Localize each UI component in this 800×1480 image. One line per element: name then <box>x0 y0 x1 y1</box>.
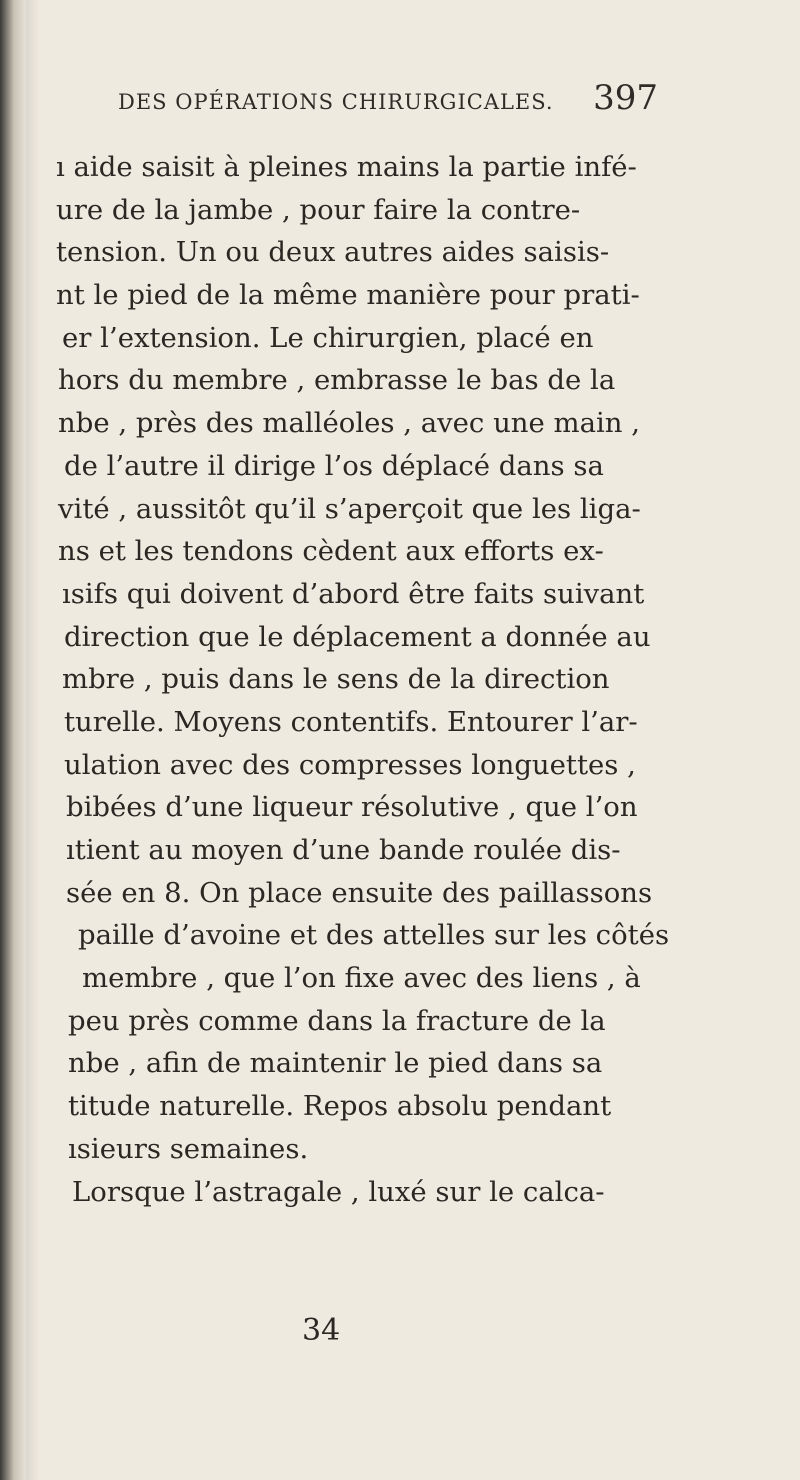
text-line: mbre , puis dans le sens de la direction <box>62 663 610 696</box>
text-line: nbe , près des malléoles , avec une main , <box>58 407 640 440</box>
text-line: ısieurs semaines. <box>68 1132 309 1165</box>
text-line: paille d’avoine et des attelles sur les côtés <box>78 919 670 952</box>
text-line: titude naturelle. Repos absolu pendant <box>68 1090 612 1123</box>
text-line: turelle. Moyens contentifs. Entourer l’ar- <box>64 705 638 738</box>
text-line: ns et les tendons cèdent aux efforts ex- <box>58 535 604 568</box>
text-line: vité , aussitôt qu’il s’aperçoit que les liga- <box>58 492 641 525</box>
text-line: er l’extension. Le chirurgien, placé en <box>62 321 594 354</box>
text-line: membre , que l’on fixe avec des liens , à <box>82 962 641 995</box>
text-line: nbe , afin de maintenir le pied dans sa <box>68 1047 603 1080</box>
text-line: tension. Un ou deux autres aides saisis- <box>56 236 610 269</box>
text-line: Lorsque l’astragale , luxé sur le calca- <box>72 1175 605 1208</box>
signature-mark: 34 <box>302 1313 341 1348</box>
text-line: ure de la jambe , pour faire la contre- <box>56 193 581 226</box>
text-line: ulation avec des compresses longuettes , <box>64 748 636 781</box>
body-text <box>52 146 762 1213</box>
text-line: sée en 8. On place ensuite des paillassons <box>66 876 653 909</box>
page-binding-edge <box>0 0 26 1480</box>
text-line: hors du membre , embrasse le bas de la <box>58 364 616 397</box>
text-line: ısifs qui doivent d’abord être faits suivant <box>62 577 645 610</box>
gutter-shadow <box>26 0 40 1480</box>
text-line: ıtient au moyen d’une bande roulée dis- <box>66 834 621 866</box>
text-line: direction que le déplacement a donnée au <box>64 620 651 653</box>
text-line: ı aide saisit à pleines mains la partie infé- <box>56 151 637 183</box>
text-line: nt le pied de la même manière pour prati- <box>56 279 640 312</box>
text-line: bibées d’une liqueur résolutive , que l’on <box>66 791 638 824</box>
text-line: peu près comme dans la fracture de la <box>68 1004 606 1037</box>
running-title: DES OPÉRATIONS CHIRURGICALES. <box>118 90 554 114</box>
page-header <box>118 78 658 122</box>
page-number: 397 <box>593 78 658 118</box>
text-line: de l’autre il dirige l’os déplacé dans sa <box>64 449 604 482</box>
